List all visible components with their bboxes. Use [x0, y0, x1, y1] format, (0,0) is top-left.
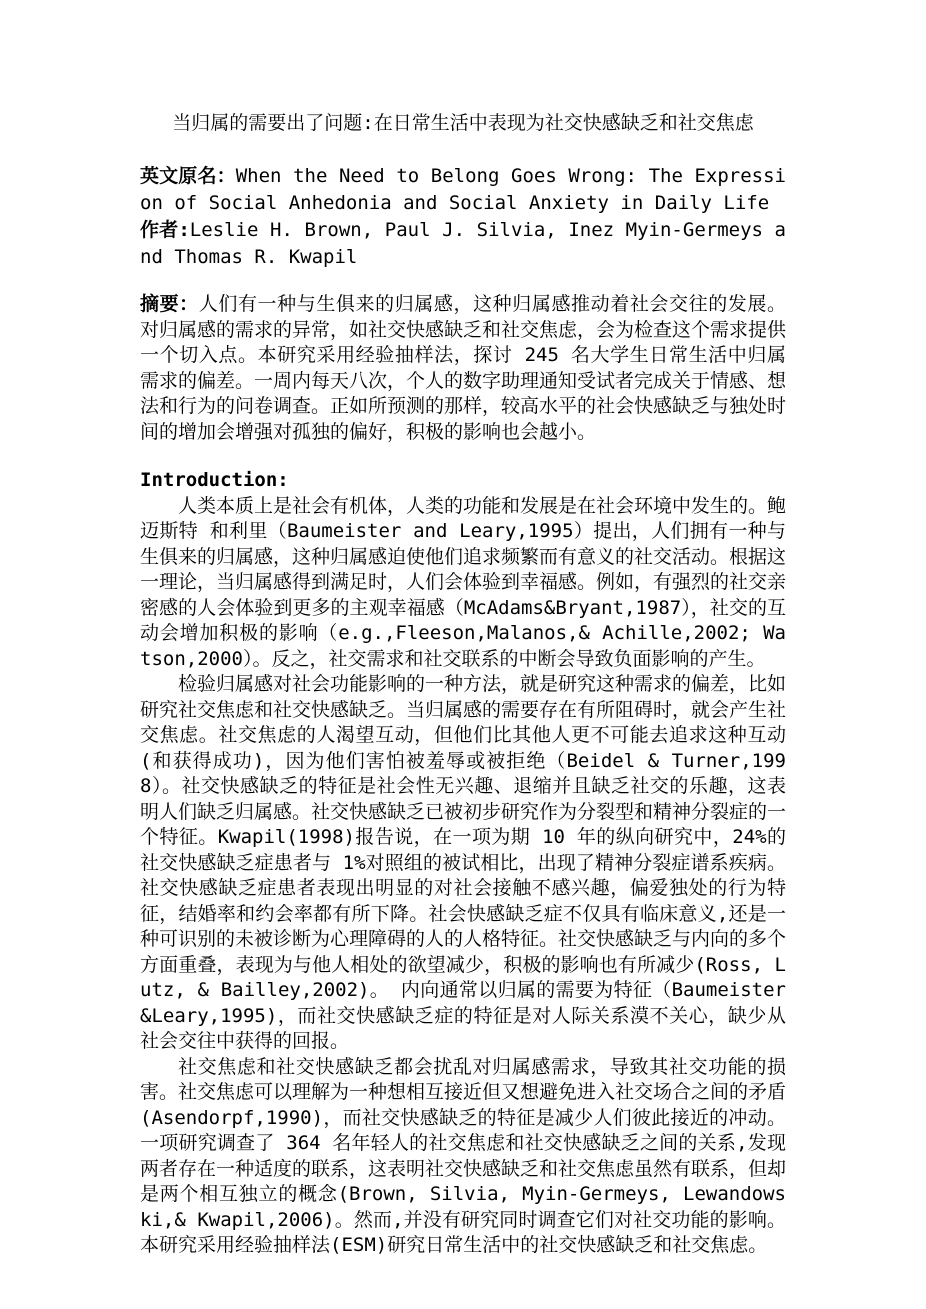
abstract-text: 人们有一种与生俱来的归属感，这种归属感推动着社会交往的发展。对归属感的需求的异常，如社交快感缺乏和社交焦虑，会为检查这个需求提供一个切入点。本研究采用经验抽样法，探讨 245 名大学生日常生活中归属需求的偏差。一周内每天八次，个人的数字助理通知受试者完成关于情感、想法和行为的问卷调查。正如所预测的那样，较高水平的社会快感缺乏与独处时间的增加会增强对孤独的偏好，积极的影响也会越小。: [140, 293, 787, 443]
english-title-text: When the Need to Belong Goes Wrong: The Expression of Social Anhedonia and Social Anxiety in Daily Life: [140, 165, 786, 214]
meta-block: [140, 163, 786, 271]
introduction-paragraph-1: 人类本质上是社会有机体，人类的功能和发展是在社会环境中发生的。鲍迈斯特 和利里（Baumeister and Leary,1995）提出，人们拥有一种与生俱来的归属感，这种归属感迫使他们追求频繁而有意义的社交活动。根据这一理论，当归属感得到满足时，人们会体验到幸福感。例如，有强烈的社交亲密感的人会体验到更多的主观幸福感（McAdams&Bryant,1987），社交的互动会增加积极的影响（e.g.,Fleeson,Malanos,& Achille,2002; Watson,2000）。反之，社交需求和社交联系的中断会导致负面影响的产生。: [140, 494, 787, 670]
document-title: 当归属的需要出了问题:在日常生活中表现为社交快感缺乏和社交焦虑: [172, 112, 754, 134]
introduction-paragraph-3: 社交焦虑和社交快感缺乏都会扰乱对归属感需求，导致其社交功能的损害。社交焦虑可以理解为一种想相互接近但又想避免进入社交场合之间的矛盾(Asendorpf,1990)，而社交快感缺乏的特征是减少人们彼此接近的冲动。一项研究调查了 364 名年轻人的社交焦虑和社交快感缺乏之间的关系,发现两者存在一种适度的联系，这表明社交快感缺乏和社交焦虑虽然有联系，但却是两个相互独立的概念(Brown, Silvia, Myin-Germeys, Lewandowski,& Kwapil,2006)。然而,并没有研究同时调查它们对社交功能的影响。本研究采用经验抽样法(ESM)研究日常生活中的社交快感缺乏和社交焦虑。: [140, 1055, 787, 1256]
abstract-paragraph: [140, 292, 786, 445]
authors-text: Leslie H. Brown, Paul J. Silvia, Inez Myin-Germeys and Thomas R. Kwapil: [140, 219, 786, 268]
authors-label: 作者:: [140, 219, 190, 241]
english-title-label: 英文原名：: [140, 165, 236, 187]
introduction-heading: Introduction:: [140, 469, 289, 491]
introduction-section: [140, 468, 786, 1259]
authors-line: [140, 217, 786, 271]
introduction-paragraph-2: 检验归属感对社会功能影响的一种方法，就是研究这种需求的偏差，比如研究社交焦虑和社交快感缺乏。当归属感的需要存在有所阻碍时，就会产生社交焦虑。社交焦虑的人渴望互动，但他们比其他人更不可能去追求这种互动(和获得成功)，因为他们害怕被羞辱或被拒绝（Beidel & Turner,1998）。社交快感缺乏的特征是社会性无兴趣、退缩并且缺乏社交的乐趣，这表明人们缺乏归属感。社交快感缺乏已被初步研究作为分裂型和精神分裂症的一个特征。Kwapil(1998)报告说，在一项为期 10 年的纵向研究中，24%的社交快感缺乏症患者与 1%对照组的被试相比，出现了精神分裂症谱系疾病。社交快感缺乏症患者表现出明显的对社会接触不感兴趣，偏爱独处的行为特征，结婚率和约会率都有所下降。社会快感缺乏症不仅具有临床意义,还是一种可识别的未被诊断为心理障碍的人的人格特征。社交快感缺乏与内向的多个方面重叠，表现为与他人相处的欲望减少，积极的影响也有所减少(Ross, Lutz, & Bailley,2002)。 内向通常以归属的需要为特征（Baumeister&Leary,1995)，而社交快感缺乏症的特征是对人际关系漠不关心，缺少从社会交往中获得的回报。: [140, 673, 787, 1052]
abstract-label: 摘要：: [140, 293, 199, 315]
english-title-line: [140, 163, 786, 217]
